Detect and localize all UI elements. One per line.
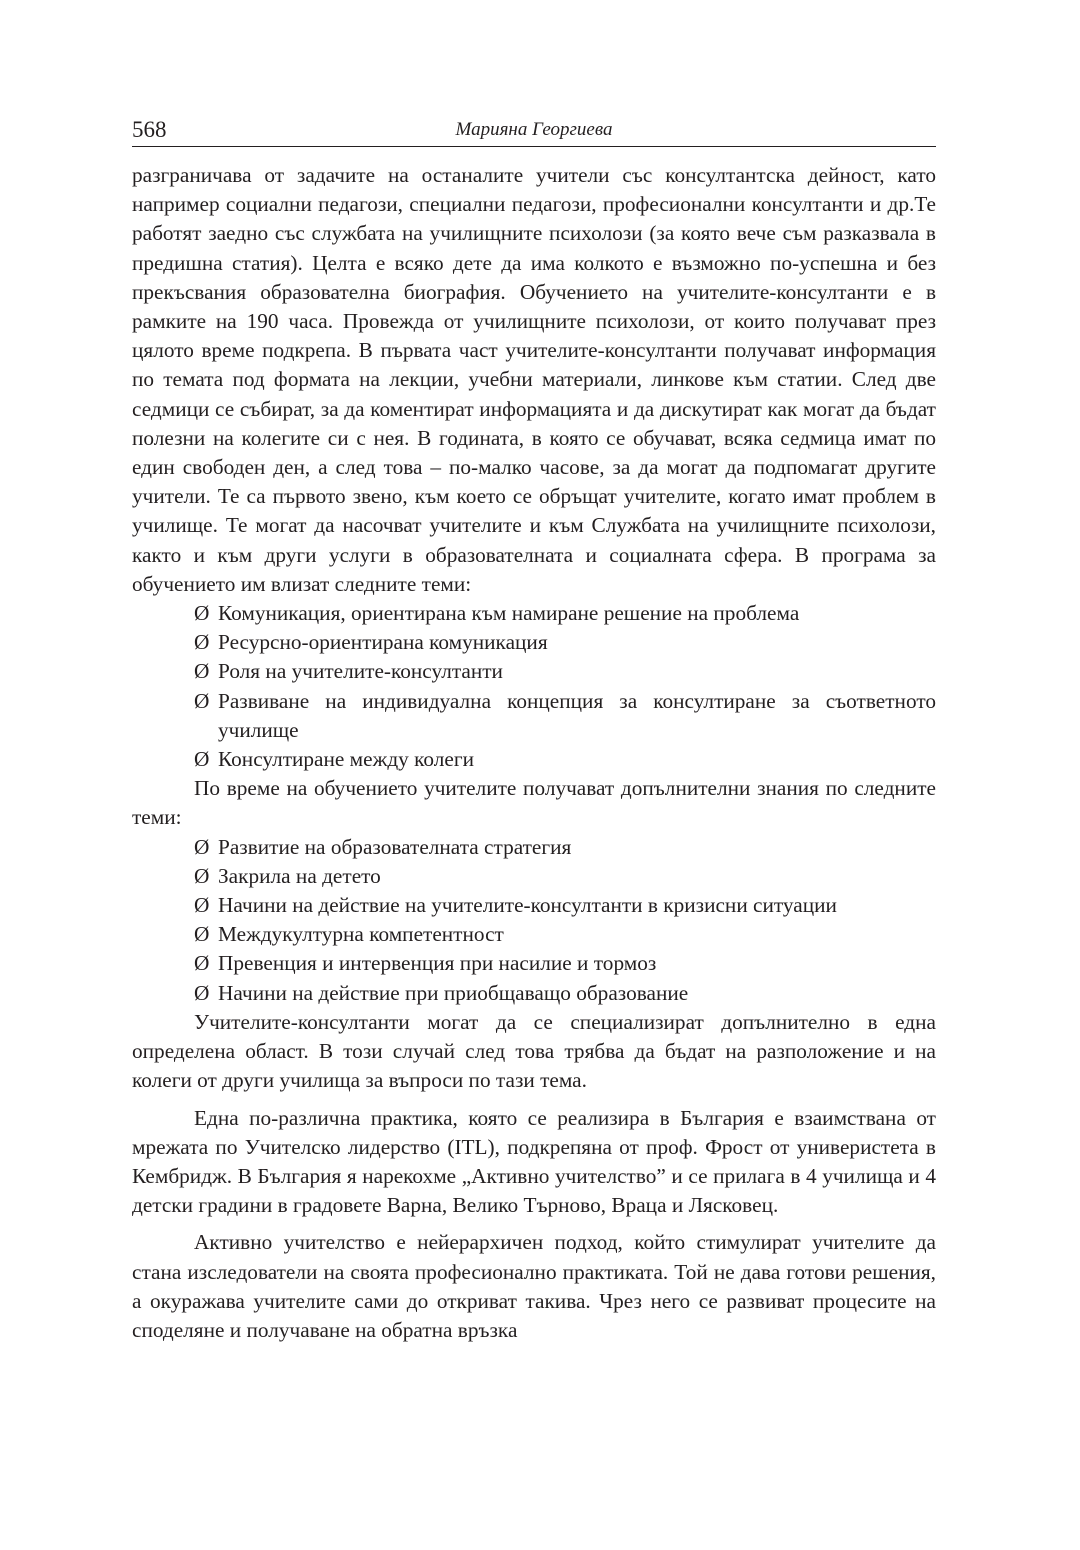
bullet-glyph: Ø	[194, 659, 210, 684]
bullet-glyph: Ø	[194, 688, 210, 713]
body-text	[132, 161, 936, 1345]
list-item-text: Консултиране между колеги	[218, 747, 474, 772]
page-number: 568	[132, 117, 167, 142]
list-item-text: Превенция и интервенция при насилие и тормоз	[218, 951, 657, 976]
list-item	[194, 657, 936, 686]
list-item-text: Начини на действие на учителите-консултанти в кризисни ситуации	[218, 893, 837, 918]
paragraph-3: Учителите-консултанти могат да се специализират допълнително в една определена област. В този случай след това трябва да бъдат на разположение и на колеги от други училища за въпроси по тази тема.	[132, 1009, 936, 1093]
list-item-text: Комуникация, ориентирана към намиране решение на проблема	[218, 601, 800, 626]
paragraph-5: Активно учителство е нейерархичен подход, който стимулират учителите да станa изследователи на своята професионално практиката. Той не дава готови решения, а окуражава учителите сами до откриват такива. Чрез него се развиват процесите на споделяне и получаване на обратна връзка	[132, 1230, 936, 1342]
list-item	[194, 687, 936, 745]
bullet-glyph: Ø	[194, 863, 210, 888]
bullet-glyph: Ø	[194, 922, 210, 947]
list-item	[194, 949, 936, 978]
topics-list-1	[132, 599, 936, 774]
running-header	[132, 112, 936, 147]
list-item-text: Закрила на детето	[218, 863, 381, 888]
list-item	[194, 599, 936, 628]
bullet-glyph: Ø	[194, 893, 210, 918]
topics-list-2	[132, 833, 936, 1008]
list-item	[194, 891, 936, 920]
bullet-glyph: Ø	[194, 601, 210, 626]
book-page	[132, 112, 936, 1345]
list-item	[194, 745, 936, 774]
list-item	[194, 920, 936, 949]
list-item-text: Начини на действие при приобщаващо образование	[218, 980, 689, 1005]
bullet-glyph: Ø	[194, 980, 210, 1005]
bullet-glyph: Ø	[194, 630, 210, 655]
bullet-glyph: Ø	[194, 747, 210, 772]
bullet-glyph: Ø	[194, 951, 210, 976]
list-item	[194, 628, 936, 657]
list-item	[194, 979, 936, 1008]
list-item	[194, 833, 936, 862]
list-item-text: Развиване на индивидуална концепция за консултиране за съответното училище	[218, 688, 936, 742]
running-head-author: Марияна Георгиева	[455, 119, 613, 140]
bullet-glyph: Ø	[194, 834, 210, 859]
list-item-text: Ресурсно-ориентирана комуникация	[218, 630, 548, 655]
list-item-text: Развитие на образователната стратегия	[218, 834, 572, 859]
paragraph-1: разграничава от задачите на останалите учители със консултантска дейност, като например социални педагози, специални педагози, професионални консултанти и др.Те работят заедно със службата на училищните психолози (за която вече съм разказвала в предишна статия). Целта е всяко дете да има колкото е възможно по-успешна и без прекъсвания образователна биография. Обучението на учителите-консултанти е в рамките на 190 часа. Провежда от училищните психолози, от които получават през цялото време подкрепа. В първата част учителите-консултанти получават информация по темата под формата на лекции, учебни материали, линкове към статии. След две седмици се събират, за да коментират информацията и да дискутират как могат да бъдат полезни на колегите си с нея. В годината, в която се обучават, всяка седмица имат по един свободен ден, а след това – по-малко часове, за да могат да подпомагат другите учители. Те са първото звено, към което се обръщат учителите, когато имат проблем в училище. Те могат да насочват учителите и към Службата на училищните психолози, както и към други услуги в образователната и социалната сфера. В програма за обучението им влизат следните теми:	[132, 163, 936, 596]
list-item-text: Междукултурна компетентност	[218, 922, 504, 947]
list-item	[194, 862, 936, 891]
list-item-text: Роля на учителите-консултанти	[218, 659, 503, 684]
paragraph-2: По време на обучението учителите получават допълнителни знания по следните теми:	[132, 776, 936, 830]
paragraph-4: Една по-различна практика, която се реализира в България е взаимствана от мрежата по Учителско лидерство (ITL), подкрепяна от проф. Фрост от универистета в Кембридж. В България я нарекохме „Активно учителство” и се прилага в 4 училища и 4 детски градини в градовете Варна, Велико Търново, Враца и Лясковец.	[132, 1105, 936, 1218]
